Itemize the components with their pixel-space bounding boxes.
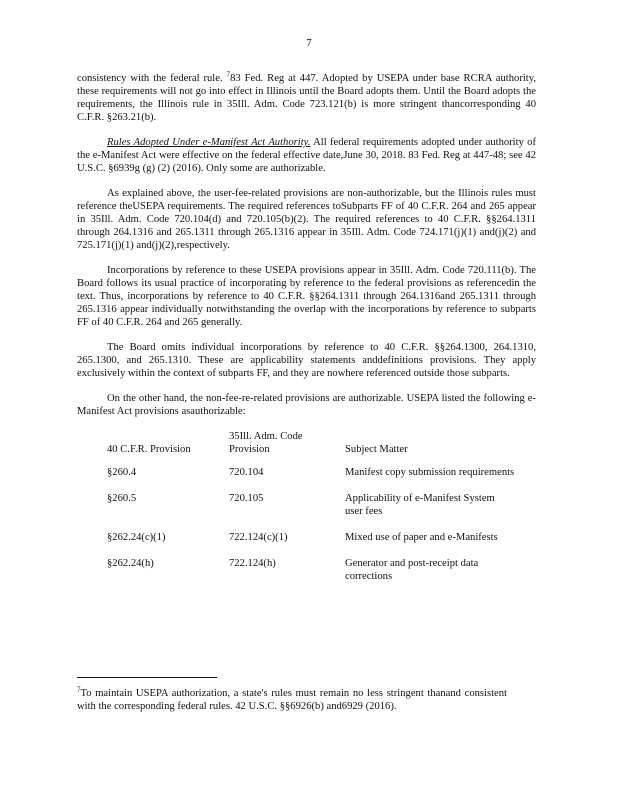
- table-row: [107, 531, 515, 557]
- table-cell: Applicability of e-Manifest System user fees: [345, 493, 495, 517]
- footnote-divider: [77, 677, 217, 678]
- section-heading: Rules Adopted Under e-Manifest Act Authority.: [107, 137, 311, 148]
- table-row: [107, 557, 515, 596]
- footnote-mark: 7: [77, 685, 81, 694]
- paragraph-3: As explained above, the user-fee-related provisions are non-authorizable, but the Illinois rules must reference theUSEPA requirements. The required references toSubparts FF of 40 C.F.R. 264 and 265 appear in 35Ill. Adm. Code 720.104(d) and 720.105(b)(2). The required references to 40 C.F.R. §§264.1311 through 264.1316 and 265.1311 through 265.1316 appear in 35Ill. Adm. Code 724.171(j)(1) and(j)(2) and 725.171(j)(1) and(j)(2),respectively.: [77, 188, 536, 251]
- paragraph-5: The Board omits individual incorporations by reference to 40 C.F.R. §§264.1300, 264.1310, 265.1300, and 265.1310. These are applicability statements anddefinitions provisions. They apply exclusively within the context of subparts FF, and they are nowhere referenced outside those subparts.: [77, 342, 536, 379]
- table-cell: 722.124(c)(1): [229, 532, 288, 543]
- table-cell: Mixed use of paper and e-Manifests: [345, 532, 498, 543]
- table-cell: 720.105: [229, 493, 264, 504]
- table-cell: Manifest copy submission requirements: [345, 467, 515, 478]
- paragraph-2-text: All federal requirements adopted under authority of the e-Manifest Act were effective on the federal effective date,June 30, 2018. 83 Fed. Reg at 447-48; see 42 U.S.C. §6939g (g) (2) (2016). Only some are authorizable.: [77, 137, 537, 174]
- paragraph-6: On the other hand, the non-fee-re-related provisions are authorizable. USEPA listed the following e-Manifest Act provisions asauthorizable:: [77, 393, 536, 417]
- page-body: [77, 72, 536, 596]
- paragraph-1: [77, 72, 536, 124]
- table-cell: Generator and post-receipt data corrections: [345, 558, 479, 582]
- table-cell: 722.124(h): [229, 558, 276, 569]
- paragraph-1-text: consistency with the federal rule.: [77, 73, 227, 84]
- table-header-cell: Subject Matter: [345, 444, 408, 455]
- table-cell: §262.24(c)(1): [107, 532, 166, 543]
- table-cell: §260.4: [107, 467, 137, 478]
- provisions-table: [107, 430, 515, 596]
- table-header-row: [107, 430, 515, 466]
- table-header-cell: 40 C.F.R. Provision: [107, 444, 191, 455]
- paragraph-2: [77, 136, 536, 175]
- paragraph-1-text-continued: 83 Fed. Reg at 447. Adopted by USEPA under base RCRA authority, these requirements will not go into effect in Illinois until the Board adopts them. Until the Board adopts the requirements, the Illinois rule in 35Ill. Adm. Code 723.121(b) is more stringent thancorresponding 40 C.F.R. §263.21(b).: [77, 73, 536, 123]
- table-header-cell: 35Ill. Adm. Code Provision: [229, 431, 303, 455]
- footnote: [77, 687, 507, 713]
- table-cell: §262.24(h): [107, 558, 154, 569]
- table-row: [107, 492, 515, 531]
- page-number: 7: [306, 37, 312, 49]
- table-cell: §260.5: [107, 493, 137, 504]
- table-row: [107, 466, 515, 492]
- table-cell: 720.104: [229, 467, 264, 478]
- footnote-reference: 7: [226, 70, 231, 79]
- footnote-text: To maintain USEPA authorization, a state's rules must remain no less stringent thanand consistent with the corresponding federal rules. 42 U.S.C. §§6926(b) and6929 (2016).: [77, 688, 507, 712]
- paragraph-4: Incorporations by reference to these USEPA provisions appear in 35Ill. Adm. Code 720.111(b). The Board follows its usual practice of incorporating by reference to the federal provisions as referencedin the text. Thus, incorporations by reference to 40 C.F.R. §§264.1311 through 264.1316and 265.1311 through 265.1316 appear individually notwithstanding the overlap with the incorporations by reference to subparts FF of 40 C.F.R. 264 and 265 generally.: [77, 265, 536, 328]
